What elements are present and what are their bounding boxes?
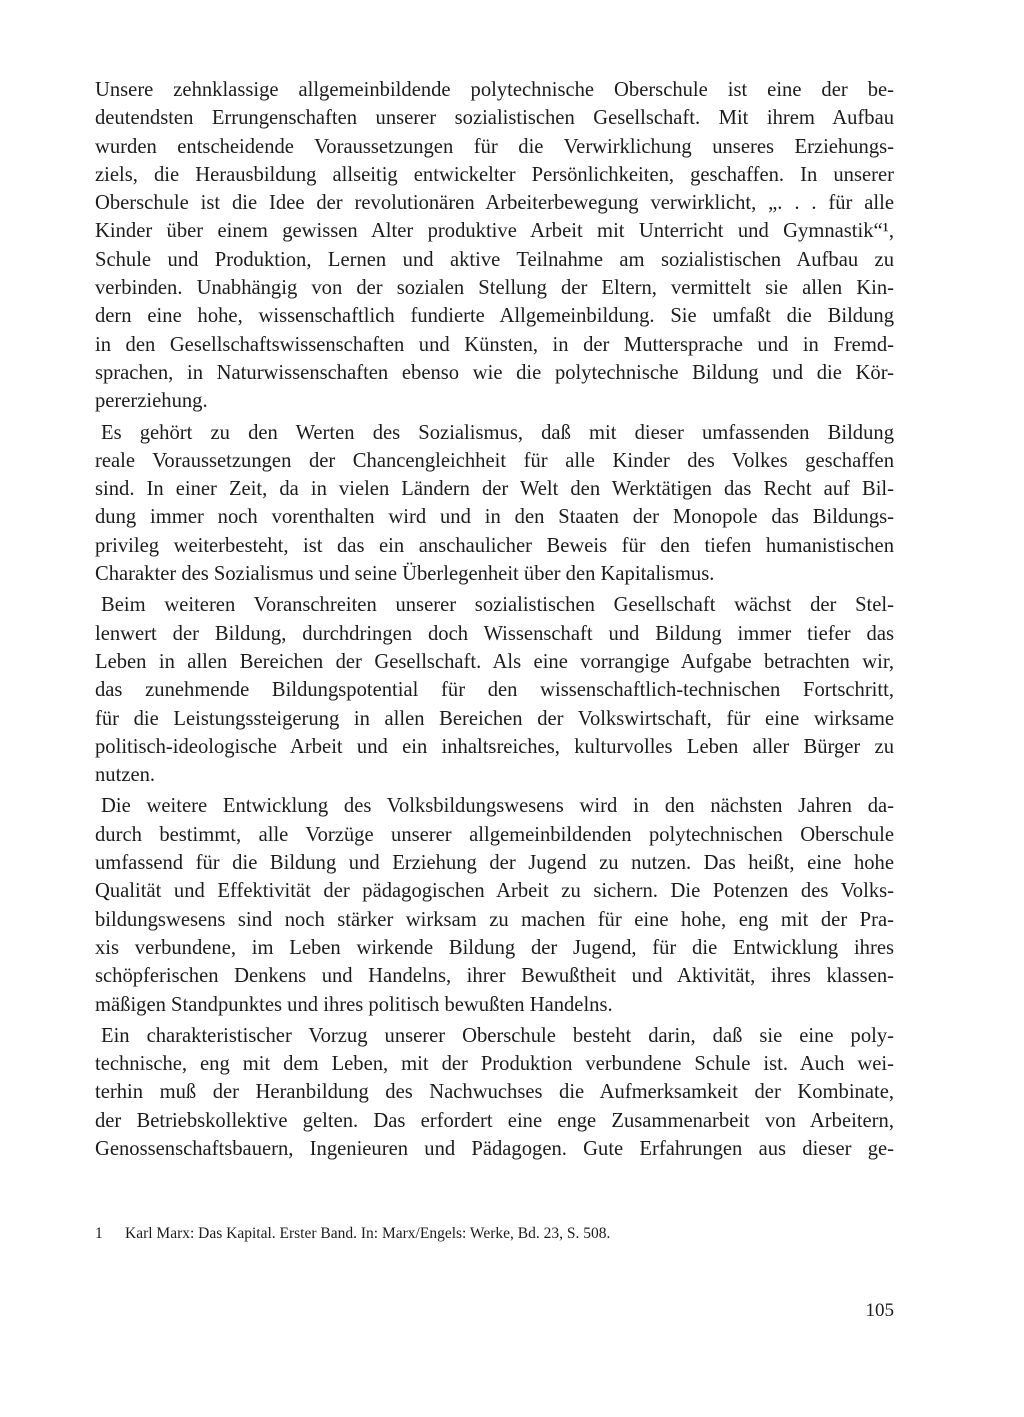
text-line: der Betriebskollektive gelten. Das erfordert eine enge Zusammenarbeit von Arbeitern,	[95, 1109, 894, 1132]
text-line: sprachen, in Naturwissenschaften ebenso wie die polytechnische Bildung und die Kör-	[95, 361, 894, 384]
paragraph	[95, 1022, 894, 1163]
text-line: politisch-ideologische Arbeit und ein inhaltsreiches, kulturvolles Leben aller Bürger zu	[95, 735, 894, 758]
text-line: pererziehung.	[95, 390, 208, 413]
text-line: Schule und Produktion, Lernen und aktive Teilnahme am sozialistischen Aufbau zu	[95, 248, 894, 271]
footnote-marker: 1	[95, 1225, 103, 1242]
page-number: 105	[865, 1300, 894, 1321]
text-line: schöpferischen Denkens und Handelns, ihrer Bewußtheit und Aktivität, ihres klassen-	[95, 965, 894, 988]
text-line: das zunehmende Bildungspotential für den wissenschaftlich-technischen Fortschritt,	[95, 679, 894, 702]
text-line: Oberschule ist die Idee der revolutionären Arbeiterbewegung verwirklicht, „. . . für alle	[95, 192, 894, 215]
text-line: terhin muß der Heranbildung des Nachwuchses die Aufmerksamkeit der Kombinate,	[95, 1081, 894, 1104]
text-line: in den Gesellschaftswissenschaften und Künsten, in der Muttersprache und in Fremd-	[95, 333, 894, 356]
footnote	[95, 1224, 894, 1244]
text-line: Die weitere Entwicklung des Volksbildungswesens wird in den nächsten Jahren da-	[101, 795, 894, 818]
text-line: Es gehört zu den Werten des Sozialismus, daß mit dieser umfassenden Bildung	[101, 421, 894, 444]
text-line: mäßigen Standpunktes und ihres politisch bewußten Handelns.	[95, 993, 613, 1016]
body-text	[95, 76, 894, 1163]
text-line: umfassend für die Bildung und Erziehung der Jugend zu nutzen. Das heißt, eine hohe	[95, 852, 894, 875]
text-line: verbinden. Unabhängig von der sozialen Stellung der Eltern, vermittelt sie allen Kin-	[95, 277, 894, 300]
text-line: Leben in allen Bereichen der Gesellschaft. Als eine vorrangige Aufgabe betrachten wir,	[95, 650, 894, 673]
text-line: xis verbundene, im Leben wirkende Bildung der Jugend, für die Entwicklung ihres	[95, 936, 894, 959]
text-line: dern eine hohe, wissenschaftlich fundierte Allgemeinbildung. Sie umfaßt die Bildung	[95, 305, 894, 328]
text-line: bildungswesens sind noch stärker wirksam zu machen für eine hohe, eng mit der Pra-	[95, 908, 894, 931]
text-line: Qualität und Effektivität der pädagogischen Arbeit zu sichern. Die Potenzen des Volks-	[95, 880, 894, 903]
text-line: Kinder über einem gewissen Alter produktive Arbeit mit Unterricht und Gymnastik“¹,	[95, 220, 894, 243]
text-line: Charakter des Sozialismus und seine Überlegenheit über den Kapitalismus.	[95, 563, 715, 586]
paragraph	[95, 419, 894, 589]
text-line: deutendsten Errungenschaften unserer sozialistischen Gesellschaft. Mit ihrem Aufbau	[95, 107, 894, 130]
text-line: wurden entscheidende Voraussetzungen für die Verwirklichung unseres Erziehungs-	[95, 135, 894, 158]
text-line: dung immer noch vorenthalten wird und in den Staaten der Monopole das Bildungs-	[95, 506, 894, 529]
text-line: reale Voraussetzungen der Chancengleichheit für alle Kinder des Volkes geschaffen	[95, 449, 894, 472]
paragraph	[95, 591, 894, 789]
text-line: Unsere zehnklassige allgemeinbildende polytechnische Oberschule ist eine der be-	[95, 79, 894, 101]
paragraph	[95, 76, 894, 416]
text-line: ziels, die Herausbildung allseitig entwickelter Persönlichkeiten, geschaffen. In unserer	[95, 163, 894, 186]
paragraph	[95, 792, 894, 1018]
footnote-text: Karl Marx: Das Kapital. Erster Band. In: Marx/Engels: Werke, Bd. 23, S. 508.	[125, 1225, 611, 1242]
text-line: nutzen.	[95, 764, 156, 787]
text-line: Beim weiteren Voranschreiten unserer sozialistischen Gesellschaft wächst der Stel-	[101, 594, 894, 617]
text-line: technische, eng mit dem Leben, mit der Produktion verbundene Schule ist. Auch wei-	[95, 1053, 894, 1076]
text-line: sind. In einer Zeit, da in vielen Ländern der Welt den Werktätigen das Recht auf Bil-	[95, 478, 894, 501]
text-line: Genossenschaftsbauern, Ingenieuren und Pädagogen. Gute Erfahrungen aus dieser ge-	[95, 1137, 894, 1160]
text-line: für die Leistungssteigerung in allen Bereichen der Volkswirtschaft, für eine wirksame	[95, 707, 894, 730]
text-line: lenwert der Bildung, durchdringen doch Wissenschaft und Bildung immer tiefer das	[95, 622, 894, 645]
text-line: privileg weiterbesteht, ist das ein anschaulicher Beweis für den tiefen humanistischen	[95, 534, 894, 557]
text-line: durch bestimmt, alle Vorzüge unserer allgemeinbildenden polytechnischen Oberschule	[95, 823, 894, 846]
text-line: Ein charakteristischer Vorzug unserer Oberschule besteht darin, daß sie eine poly-	[101, 1024, 894, 1047]
